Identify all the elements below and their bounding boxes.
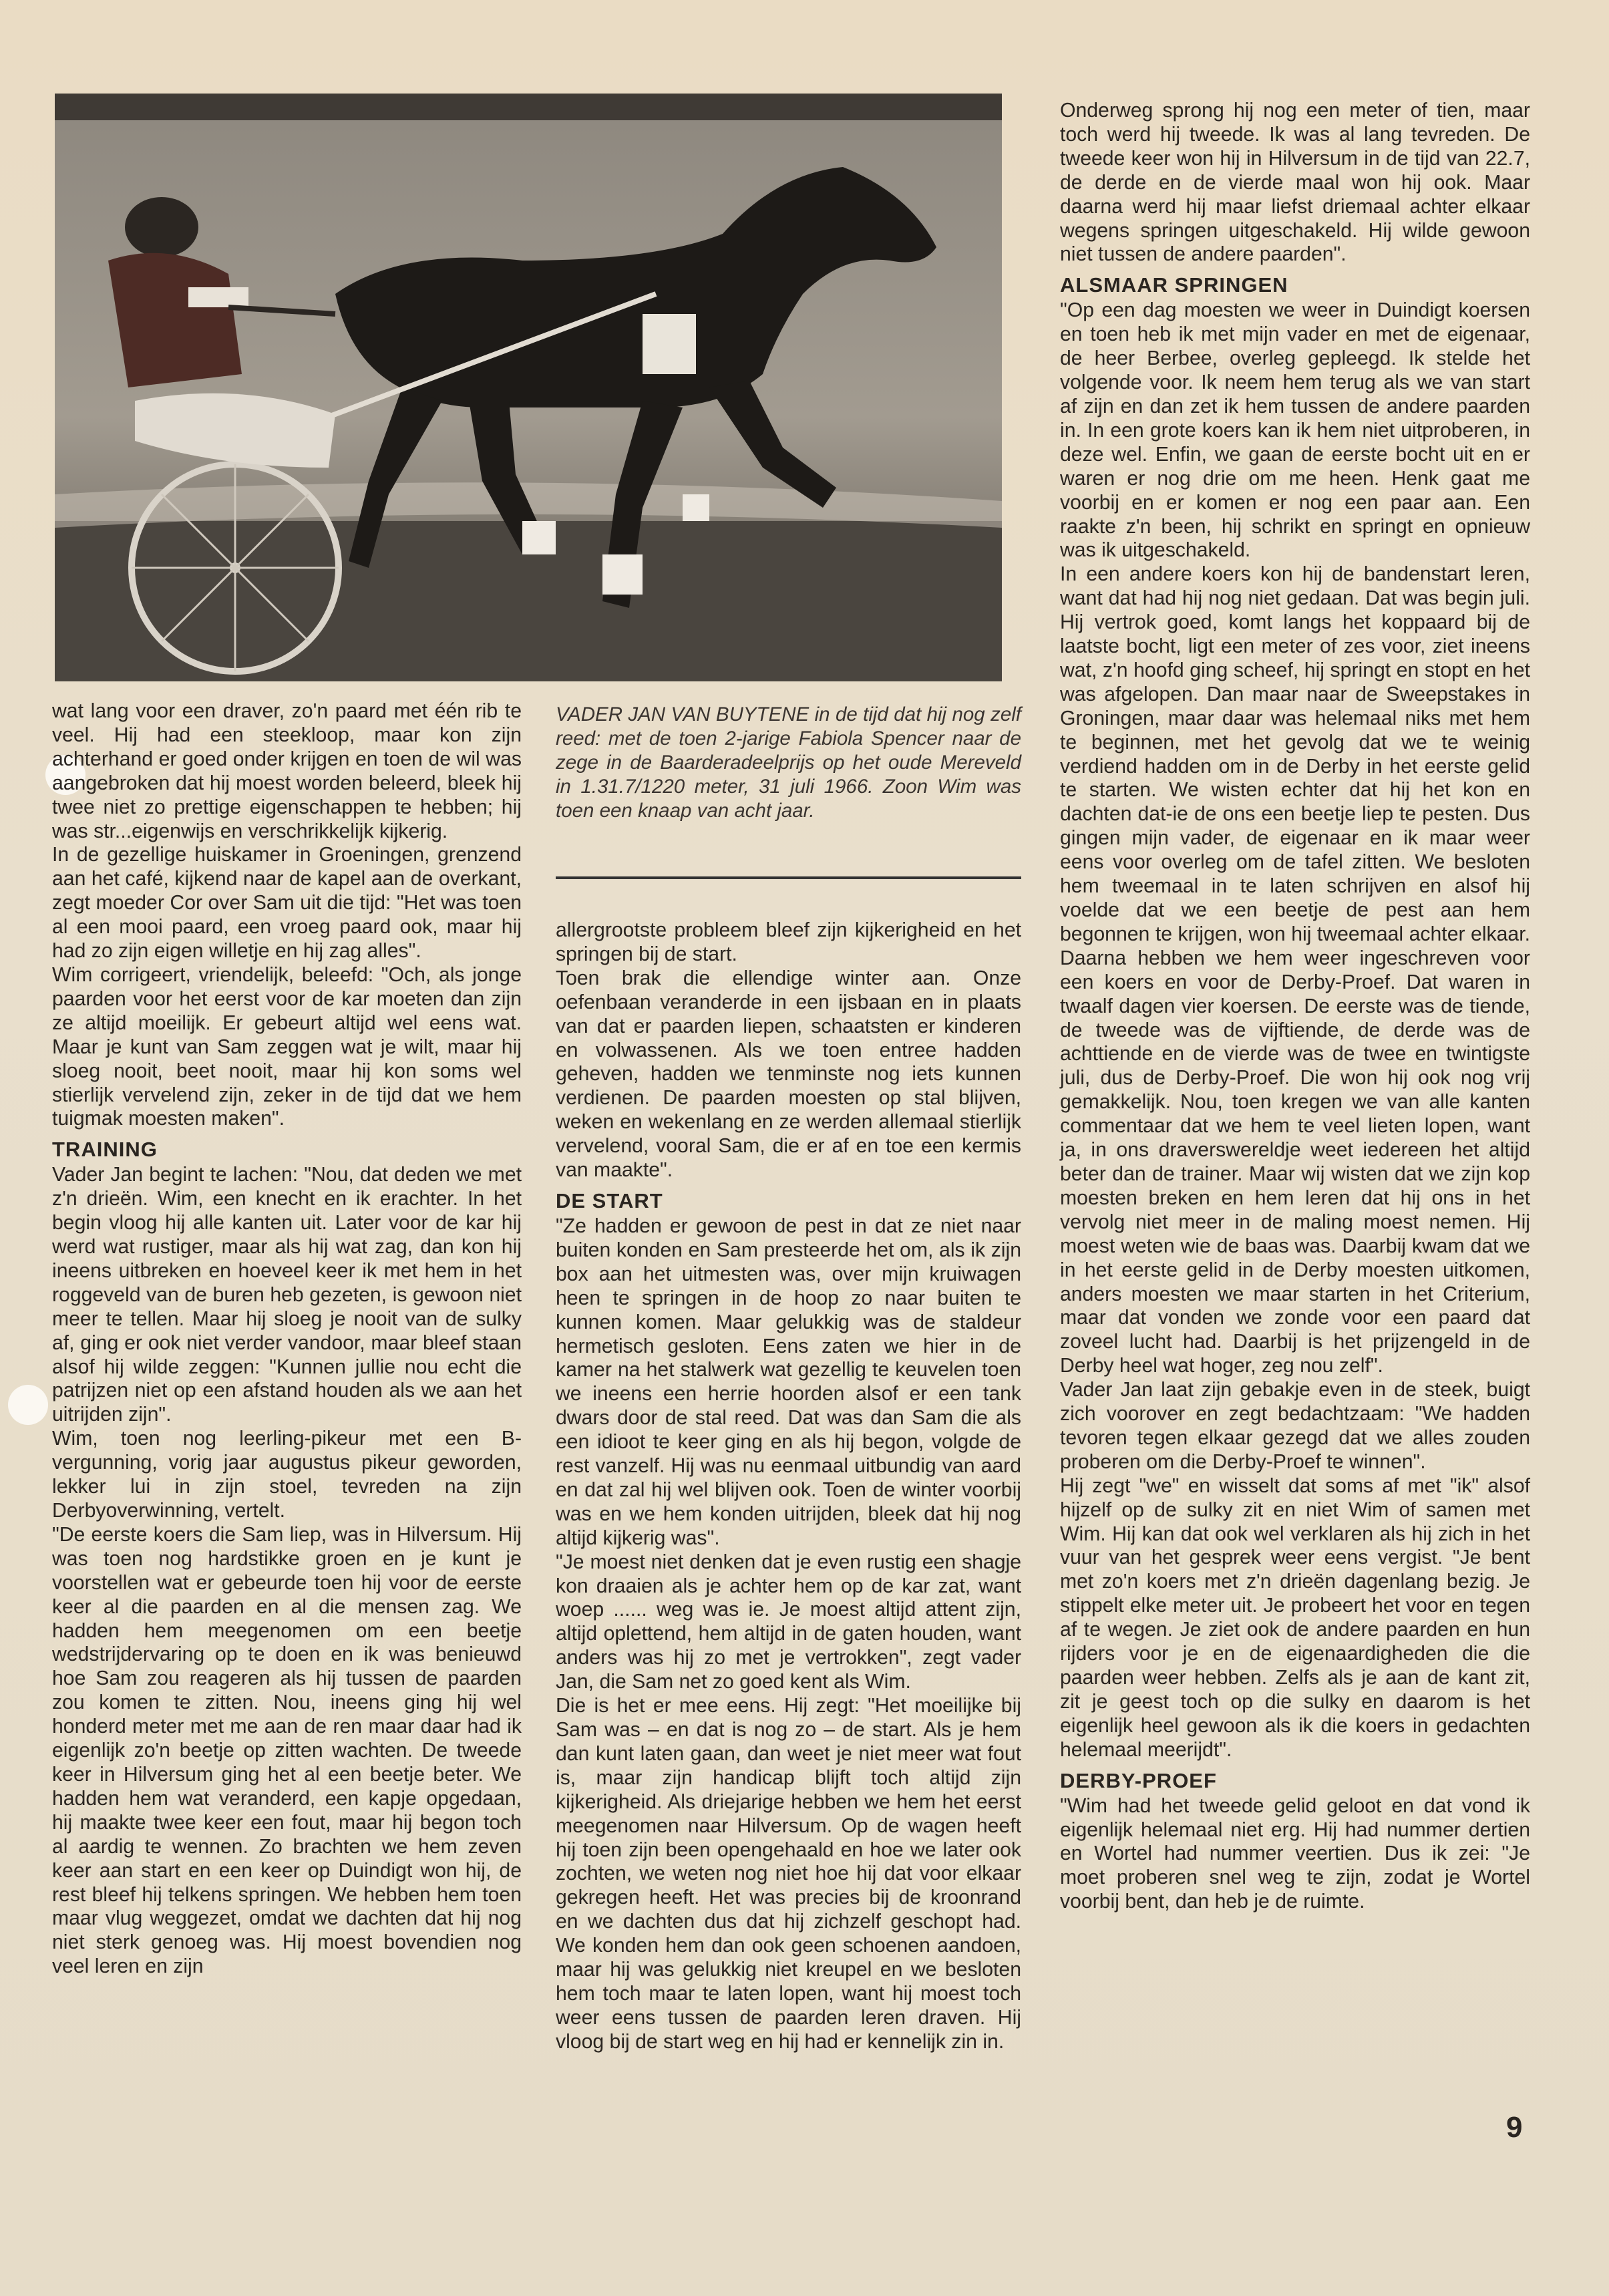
- paragraph: wat lang voor een draver, zo'n paard met één rib te veel. Hij had een steekloop, maar kon zijn achterhand er goed onder krijgen en toen de wil was aangebroken dat hij moest worden beleerd, bleek hij twee niet zo prettige eigenschappen te hebben; hij was str...eigenwijs en verschrikkelijk kijkerig.: [52, 700, 522, 842]
- paragraph: Wim corrigeert, vriendelijk, beleefd: "Och, als jonge paarden voor het eerst voor de kar moeten dan zijn ze altijd moeilijk. Er gebeurt altijd wel eens wat. Maar je kunt van Sam zeggen wat je wilt, maar hij sloeg nooit, beet nooit, maar hij kon soms wel stierlijk vervelend zijn, zeker in de tijd dat we hem tuigmak moesten maken".: [52, 963, 522, 1130]
- page-number: 9: [1506, 2111, 1523, 2144]
- harness-racing-photo: [55, 94, 1002, 681]
- paragraph: Onderweg sprong hij nog een meter of tien, maar toch werd hij tweede. Ik was al lang tevreden. De tweede keer won hij in Hilversum in de tijd van 22.7, de derde en de vierde maal won hij ook. Maar daarna werd hij maar liefst driemaal achter elkaar wegens springen uitgeschakeld. Hij wilde gewoon niet tussen de andere paarden".: [1060, 100, 1530, 266]
- paragraph: Toen brak die ellendige winter aan. Onze oefenbaan veranderde in een ijsbaan en in plaats van dat er paarden liepen, schaatsten er kinderen en volwassenen. Als we toen entree hadden geheven, hadden we tenminste nog iets kunnen verdienen. De paarden moesten op stal blijven, weken en wekenlang en ze werden allemaal stierlijk vervelend, vooral Sam, die er af en toe een kermis van maakte".: [556, 967, 1021, 1182]
- article-column-3: [1060, 99, 1530, 1914]
- section-heading-de-start: DE START: [556, 1188, 663, 1212]
- paragraph: Wim, toen nog leerling-pikeur met een B-vergunning, vorig jaar augustus pikeur geworden, lekker lui in zijn stoel, tevreden na zijn Derbyoverwinning, vertelt.: [52, 1428, 522, 1522]
- caption-divider: [556, 876, 1021, 879]
- paragraph: Vader Jan begint te lachen: "Nou, dat deden we met z'n drieën. Wim, een knecht en ik erachter. In het begin vloog hij alle kanten uit. Later voor de kar hij werd wat rustiger, maar als hij wat zag, dan kon hij ineens uitbreken en hoeveel keer ik met hem in het roggeveld van de buren heb gezeten, is gewoon niet meer te tellen. Maar hij sloeg je nooit van de sulky af, ging er ook niet verder vandoor, maar bleef staan alsof hij wilde zeggen: "Kunnen jullie nou echt die patrijzen niet op een afstand houden als we aan het uitrijden zijn".: [52, 1164, 522, 1426]
- section-heading-derby-proef: DERBY-PROEF: [1060, 1768, 1217, 1792]
- section-heading-training: TRAINING: [52, 1138, 158, 1162]
- paragraph: "De eerste koers die Sam liep, was in Hilversum. Hij was toen nog hardstikke groen en je kunt je voorstellen wat er gebeurde toen hij voor de eerste keer al die paarden en al die mensen zag. We hadden hem meegenomen om een beetje wedstrijdervaring op te doen en ik was benieuwd hoe Sam zou reageren als hij tussen de paarden zou komen te zitten. Nou, ineens ging hij wel honderd meter met me aan de ren maar daar had ik eigenlijk zo'n beetje op zitten wachten. De tweede keer in Hilversum ging het al een beetje beter. We hadden hem wat veranderd, een kapje opgedaan, hij maakte twee keer een fout, maar hij begon toch al aardig te wennen. Zo brachten we hem zeven keer aan start en een keer op Duindigt won hij, de rest bleef hij telkens springen. We hebben hem toen maar vlug weggezet, omdat we dachten dat hij nog niet sterk genoeg was. Hij moest bovendien nog veel leren en zijn: [52, 1523, 522, 1978]
- paragraph: "Op een dag moesten we weer in Duindigt koersen en toen heb ik met mijn vader en met de eigenaar, de heer Berbee, overleg gepleegd. Ik stelde het volgende voor. Ik neem hem terug als we van start af zijn en dan zet ik hem tussen de andere paarden in. In een grote koers kan ik hem niet uitproberen, in deze wel. Enfin, we gaan de eerste bocht uit en er waren er nog drie om me heen. Henk gaat me voorbij en er komen er nog een paar aan. Een raakte z'n been, hij schrikt en springt en opnieuw was ik uitgeschakeld.: [1060, 299, 1530, 562]
- paragraph: Die is het er mee eens. Hij zegt: "Het moeilijke bij Sam was – en dat is nog zo – de start. Als je hem dan kunt laten gaan, dan weet je niet meer wat fout is, maar zijn handicap blijft toch altijd zijn kijkerigheid. Als driejarige hebben we hem het eerst meegenomen naar Hilversum. Op de wagen heeft hij toen zijn been opengehaald en hoe we later ook zochten, we weten nog niet hoe hij dat voor elkaar gekregen heeft. Het was precies bij de kroonrand en we dachten dus dat hij zichzelf geschopt had. We konden hem dan ook geen schoenen aandoen, maar hij was gelukkig niet kreupel en we besloten hem toch maar te laten lopen, want hij moest toch weer eens tussen de paarden leren draven. Hij vloog bij de start weg en hij had er kennelijk zin in.: [556, 1695, 1021, 2053]
- paragraph: In de gezellige huiskamer in Groeningen, grenzend aan het café, kijkend naar de kapel aan de overkant, zegt moeder Cor over Sam uit die tijd: "Het was toen al een mooi paard, een vroeg paard ook, maar hij had zo zijn eigen willetje en hij zag alles".: [52, 844, 522, 963]
- paragraph: "Ze hadden er gewoon de pest in dat ze niet naar buiten konden en Sam presteerde het om, als ik zijn box aan het uitmesten was, over mijn kruiwagen heen te springen in de hoop zo naar buiten te kunnen komen. Maar gelukkig was de staldeur hermetisch gesloten. Eens zaten we hier in de kamer na het stalwerk wat gezellig te keuvelen toen we ineens een herrie hoorden alsof er een tank dwars door de stal reed. Dat was dan Sam die als een idioot te keer ging en als hij begon, volgde de rest vanzelf. Hij was nu eenmaal uitbundig van aard en dat zal hij wel blijven ook. Toen de winter voorbij was en we hem konden uitrijden, bleek dat hij nog altijd kijkerig was".: [556, 1214, 1021, 1549]
- harness-racing-photo-icon: [55, 94, 1002, 681]
- paragraph: "Je moest niet denken dat je even rustig een shagje kon draaien als je achter hem op de kar zat, want woep ...... weg was ie. Je moest altijd attent zijn, altijd oplettend, hem altijd in de gaten houden, want anders was hij zo met je vertrokken", zegt vader Jan, die Sam net zo goed kent als Wim.: [556, 1550, 1021, 1693]
- article-column-1: [52, 699, 522, 1979]
- paragraph: "Wim had het tweede gelid geloot en dat vond ik eigenlijk helemaal niet erg. Hij had nummer dertien en Wortel had nummer veertien. Dus ik zei: "Je moet proberen snel weg te zijn, zodat je Wortel voorbij bent, dan heb je de ruimte.: [1060, 1794, 1530, 1913]
- paragraph: Hij zegt "we" en wisselt dat soms af met "ik" alsof hijzelf op de sulky zit en niet Wim of samen met Wim. Hij kan dat ook wel verklaren als hij zich in het vuur van het gesprek weer eens vergist. "Je bent met zo'n koers met z'n drieën dagenlang bezig. Je stippelt elke meter uit. Je probeert het voor en tegen af te wegen. Je ziet ook de andere paarden en hun rijders voor je en de eigenaardigheden die die paarden weer hebben. Zelfs als je aan de kant zit, zit je geest toch op die sulky en daarom is het eigenlijk heel gewoon als ik die koers in gedachten helemaal meerijdt".: [1060, 1474, 1530, 1761]
- photo-caption: VADER JAN VAN BUYTENE in de tijd dat hij nog zelf reed: met de toen 2-jarige Fabiola Spencer naar de zege in de Baarderadeelprijs op het oude Mereveld in 1.31.7/1220 meter, 31 juli 1966. Zoon Wim was toen een knaap van acht jaar.: [556, 703, 1021, 822]
- section-heading-alsmaar-springen: ALSMAAR SPRINGEN: [1060, 273, 1288, 297]
- punch-hole: [8, 1385, 48, 1425]
- paragraph: Vader Jan laat zijn gebakje even in de steek, buigt zich voorover en zegt bedachtzaam: "We hadden tevoren tegen elkaar gezegd dat we alles zouden proberen om die Derby-Proef te winnen".: [1060, 1379, 1530, 1473]
- paragraph: allergrootste probleem bleef zijn kijkerigheid en het springen bij de start.: [556, 919, 1021, 965]
- paragraph: In een andere koers kon hij de bandenstart leren, want dat had hij nog niet gedaan. Dat was begin juli. Hij vertrok goed, komt langs het koppaard bij de laatste bocht, ligt een meter of zes voor, ziet ineens wat, z'n hoofd ging scheef, hij springt en stopt en het was afgelopen. Dan maar naar de Sweepstakes in Groningen, maar daar was helemaal niks met hem te beginnen, met het gevolg dat we te weinig verdiend hadden om in de Derby in het eerste gelid te starten. We wisten echter dat hij het kon en dachten dat-ie de ons een beetje liep te pesten. Dus gingen mijn vader, de eigenaar en ik maar weer eens voor overleg om de tafel zitten. We besloten hem tweemaal in te laten schrijven en alsof hij voelde dat we een beetje de pest aan hem begonnen te krijgen, won hij tweemaal achter elkaar. Daarna hebben we hem weer ingeschreven voor een koers en voor de Derby-Proef. Dat waren in twaalf dagen vier koersen. De eerste was de tiende, de tweede was de vijftiende, de derde was de achttiende en de vierde was de twee en twintigste juli, dus de Derby-Proef. Die won hij ook nog vrij gemakkelijk. Nou, toen kregen we van alle kanten commentaar dat we hem te veel lieten lopen, want ja, in ons draverswereldje weet iedereen het altijd beter dan de trainer. Maar wij wisten dat we zijn kop moesten breken en hem leren dat hij ons in het vervolg niet meer in de maling moest nemen. Hij moest weten wie de baas was. Daarbij kwam dat we in het eerste gelid in de Derby moesten uitkomen, anders moesten we maar starten in het Criterium, maar dat vonden we zonde voor een paard dat zoveel lucht had. Daarbij is het prijzengeld in de Derby heel wat hoger, zeg nou zelf".: [1060, 563, 1530, 1377]
- article-column-2: [556, 919, 1021, 2054]
